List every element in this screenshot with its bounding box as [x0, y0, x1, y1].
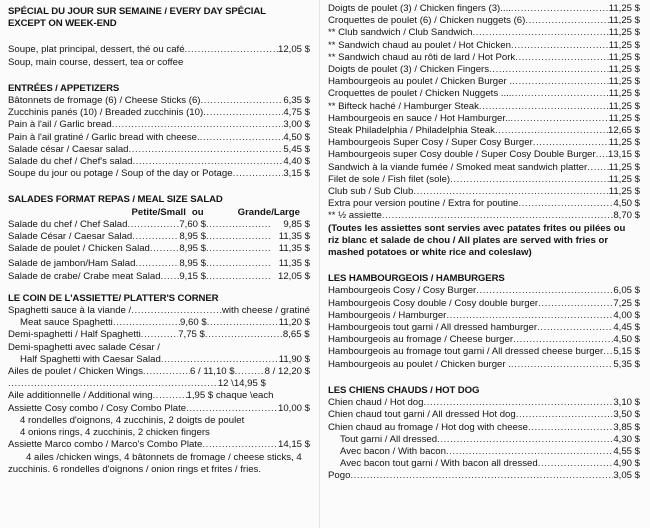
item-price: 11,25 $	[608, 27, 640, 39]
item-price: 7,75 $	[178, 329, 205, 341]
menu-item	[328, 470, 640, 482]
menu-item	[328, 113, 640, 125]
item-label: Steak Philadelphia / Philadelphia Steak	[328, 125, 495, 137]
item-label: Hambourgeois / Hamburger	[328, 309, 447, 321]
salads-heading: SALADES FORMAT REPAS / MEAL SIZE SALAD	[8, 194, 223, 206]
item-price-8: 8 / 12,20 $	[264, 366, 310, 378]
leader-dots	[205, 329, 283, 341]
menu-item	[8, 144, 310, 156]
leader-dots	[423, 397, 613, 409]
item-label: ** Sandwich chaud au rôti de lard / Hot Pork	[328, 51, 516, 63]
leader-dots	[206, 231, 272, 243]
hotdogs-heading: LES CHIENS CHAUDS / HOT DOG	[328, 384, 480, 396]
menu-item	[328, 64, 640, 76]
leader-dots	[510, 113, 608, 125]
menu-item	[328, 210, 640, 222]
menu-item	[8, 390, 310, 402]
item-label: Aile additionnelle / Additional wing	[8, 390, 153, 402]
item-label: Hambourgeois tout garni / All dressed hamburger	[328, 322, 538, 334]
item-price: 5,45 $	[283, 143, 310, 155]
menu-item	[8, 439, 310, 451]
column-divider	[319, 0, 320, 528]
menu-item	[8, 317, 310, 329]
item-description: 4 ailes /chicken wings, 4 bâtonnets de fromage / cheese sticks, 4	[26, 451, 302, 463]
leader-dots	[235, 366, 265, 378]
item-label: Salade du chef / Chef's salad	[8, 156, 133, 168]
item-label: Salade de crabe/ Crabe meat Salad	[8, 270, 161, 282]
item-price: 7,25 $	[613, 297, 640, 309]
appetizers-list	[8, 95, 310, 180]
leader-dots	[129, 144, 284, 156]
menu-item	[328, 359, 640, 371]
leader-dots	[538, 298, 613, 310]
menu-item	[8, 403, 310, 415]
item-label: Doigts de poulet (3) / Chicken fingers (3)....	[328, 3, 511, 14]
item-label: Sandwich à la viande fumée / Smoked meat sandwich platter	[328, 161, 588, 173]
leader-dots	[185, 44, 278, 56]
item-price: 11,25 $	[608, 51, 640, 63]
item-label: Extra pour version poutine / Extra for poutine	[328, 198, 519, 210]
menu-item	[8, 243, 310, 255]
menu-item	[328, 76, 640, 88]
large-size-label: Grande/Large	[237, 206, 300, 218]
item-label: Salade de jambon/Ham Salad	[8, 258, 136, 270]
menu-item	[8, 378, 310, 390]
item-price: 11,25 $	[608, 112, 640, 124]
item-price: 4,00 $	[613, 309, 640, 321]
leader-dots	[112, 119, 284, 131]
item-label: Salade de poulet / Chicken Salad	[8, 243, 150, 255]
menu-item	[328, 186, 640, 198]
menu-item	[8, 107, 310, 119]
menu-item	[328, 137, 640, 149]
menu-item	[8, 95, 310, 107]
item-price-large: 12,05 $	[277, 270, 310, 282]
item-label: Salade césar / Caesar salad	[8, 143, 129, 155]
item-label: Hambourgeois au poulet / Chicken burger .	[328, 358, 511, 370]
leader-dots	[8, 378, 218, 390]
leader-dots	[141, 329, 178, 341]
leader-dots	[511, 3, 609, 15]
item-price: 4,55 $	[613, 445, 640, 457]
item-price-small: 9,15 $	[179, 270, 206, 282]
item-label: Chien chaud / Hot dog	[328, 397, 424, 409]
menu-item	[8, 132, 310, 144]
item-label: Pain à l'ail / Garlic bread	[8, 119, 112, 131]
menu-item	[328, 149, 640, 161]
menu-item	[328, 101, 640, 113]
salad-size-header	[8, 207, 310, 219]
leader-dots	[382, 210, 613, 222]
menu-item	[328, 40, 640, 52]
leader-dots	[206, 271, 272, 283]
leader-dots	[516, 409, 614, 421]
item-label: ** Club sandwich / Club Sandwich	[328, 27, 473, 39]
item-label: Hambourgeois en sauce / Hot Hamburger..	[328, 112, 511, 124]
menu-item	[8, 354, 310, 366]
menu-item	[8, 329, 310, 341]
leader-dots	[476, 285, 613, 297]
menu-item	[328, 310, 640, 322]
item-price: 11,25 $	[608, 173, 640, 185]
item-price: 11,90 $	[278, 353, 310, 365]
item-label: Demi-spaghetti avec salade César /	[8, 341, 160, 353]
menu-item	[328, 125, 640, 137]
item-price: 11,25 $	[608, 88, 640, 100]
leader-dots	[596, 149, 608, 161]
item-label: Hambourgeois au poulet / Chicken Burger .	[328, 76, 512, 88]
item-label: Club sub / Sub Club	[328, 186, 414, 198]
leader-dots	[413, 186, 608, 198]
item-price-6: 6 / 11,10 $	[190, 366, 235, 378]
item-label: Pain à l'ail gratiné / Garlic bread with cheese.	[8, 131, 200, 143]
item-label: Salade César / Caesar Salad	[8, 231, 133, 243]
leader-dots	[127, 219, 179, 231]
leader-dots	[202, 439, 278, 451]
item-label: Pogo	[328, 470, 351, 482]
item-label: Meat sauce Spaghetti	[20, 317, 113, 329]
leader-dots	[495, 125, 608, 137]
item-price: 11,25 $	[608, 161, 640, 173]
item-price: 3,00 $	[283, 119, 310, 131]
menu-item	[8, 119, 310, 131]
leader-dots	[200, 132, 284, 144]
menu-item	[328, 162, 640, 174]
leader-dots	[603, 346, 613, 358]
leader-dots	[350, 470, 613, 482]
salads-list	[8, 219, 310, 283]
item-price: 13,15 $	[607, 149, 640, 161]
item-label: Tout garni / All dressed	[340, 433, 438, 445]
leader-dots	[473, 27, 609, 39]
item-price-small: 7,60 $	[179, 218, 206, 230]
menu-item	[8, 271, 310, 283]
burgers-heading: LES HAMBOURGEOIS / HAMBURGERS	[328, 273, 505, 285]
right-column	[328, 3, 640, 483]
leader-dots	[446, 446, 613, 458]
leader-dots	[479, 101, 609, 113]
menu-item	[328, 397, 640, 409]
or-label: ou	[191, 206, 204, 218]
plates-list	[328, 3, 640, 223]
item-price: 12,05 $	[277, 44, 310, 56]
menu-item	[328, 346, 640, 358]
item-price: 4,50 $	[613, 198, 640, 210]
menu-item	[328, 3, 640, 15]
leader-dots	[537, 322, 613, 334]
leader-dots	[133, 156, 284, 168]
item-price: 1,95 $ chaque \each	[186, 390, 274, 402]
item-price: 9,60 $	[180, 317, 207, 329]
menu-item	[8, 231, 310, 243]
leader-dots	[206, 243, 272, 255]
item-price-large: 11,35 $	[278, 258, 310, 270]
menu-item	[328, 27, 640, 39]
plates-note: (Toutes les assiettes sont servies avec patates frites ou pilées ou riz blanc et salade de chou / All plates are served with fries or mashed potatoes or white rice and coleslaw)	[328, 222, 626, 259]
leader-dots	[207, 317, 279, 329]
item-price-small: 8,95 $	[179, 258, 206, 270]
item-label: Avec bacon tout garni / With bacon all dressed	[340, 458, 538, 470]
item-variant-label: with cheese / gratiné	[222, 305, 310, 317]
item-label: Salade du chef / Chef Salad	[8, 218, 128, 230]
item-price: 11,25 $	[608, 15, 640, 27]
item-label: Demi-spaghetti / Half Spaghetti	[8, 329, 141, 341]
leader-dots	[525, 15, 608, 27]
item-label: Assiette Cosy combo / Cosy Combo Plate	[8, 402, 187, 414]
menu-item	[328, 322, 640, 334]
item-price: 12,65 $	[607, 125, 640, 137]
leader-dots	[161, 354, 279, 366]
item-label: Soupe du jour ou potage / Soup of the day or Potage	[8, 168, 233, 180]
item-label: Ailes de poulet / Chicken Wings	[8, 366, 143, 378]
leader-dots	[511, 40, 609, 52]
small-size-label: Petite/Small	[131, 206, 186, 218]
item-price: 5,15 $	[613, 346, 640, 358]
menu-item	[8, 156, 310, 168]
item-price: 6,35 $	[283, 95, 310, 107]
item-price: 5,35 $	[613, 358, 640, 370]
item-price-large: 9,85 $	[283, 218, 310, 230]
item-label: Doigts de poulet (3) / Chicken Fingers	[328, 64, 490, 76]
item-price: 11,25 $	[608, 64, 640, 76]
item-description: 4 rondelles d'oignons, 4 zucchinis, 2 doigts de poulet	[20, 414, 245, 426]
item-price: 4,30 $	[613, 433, 640, 445]
menu-item	[328, 409, 640, 421]
item-price: 3,50 $	[613, 409, 640, 421]
leader-dots	[135, 258, 179, 270]
menu-item	[328, 298, 640, 310]
item-label: Hambourgeois Cosy / Cosy Burger	[328, 285, 477, 297]
item-price: 11,25 $	[608, 186, 640, 198]
leader-dots	[513, 334, 613, 346]
item-label: Hambourgeois au fromage tout garni / All dressed cheese burger	[328, 346, 604, 358]
item-label: Filet de sole / Fish filet (sole)	[328, 173, 451, 185]
leader-dots	[518, 198, 613, 210]
item-price: 11,25 $	[608, 39, 640, 51]
menu-item	[328, 334, 640, 346]
item-price: 6,05 $	[613, 285, 640, 297]
menu-item	[328, 446, 640, 458]
item-price-gratine: 11,20 $	[278, 317, 310, 329]
item-price: 14,15 $	[277, 439, 310, 451]
item-price-small: 8,95 $	[179, 243, 206, 255]
item-price: 4,45 $	[613, 322, 640, 334]
leader-dots	[113, 317, 180, 329]
leader-dots	[511, 88, 608, 100]
item-price: 4,40 $	[283, 156, 310, 168]
item-description: zucchinis. 6 rondelles d'oignons / onion rings et frites / fries.	[8, 463, 261, 475]
hotdogs-list	[328, 397, 640, 482]
item-label: Hambourgeois Super Cosy / Super Cosy Burger	[328, 137, 533, 149]
item-label: Avec bacon / With bacon	[340, 445, 446, 457]
item-label: ** ½ assiette	[328, 210, 382, 222]
leader-dots	[143, 366, 190, 378]
menu-item	[8, 258, 310, 270]
menu-item	[8, 168, 310, 180]
item-price: 10,00 $	[277, 402, 310, 414]
special-translation: Soup, main course, dessert, tea or coffee	[8, 56, 184, 68]
leader-dots	[533, 137, 609, 149]
item-price-small: 8,95 $	[179, 231, 206, 243]
item-label: Hambourgeois au fromage / Cheese burger	[328, 334, 514, 346]
item-description: 4 onions rings, 4 zucchinis, 2 chicken fingers	[20, 427, 210, 439]
menu-item	[328, 458, 640, 470]
leader-dots	[538, 458, 614, 470]
leader-dots	[515, 52, 609, 64]
item-price: 4,75 $	[283, 107, 310, 119]
menu-item	[328, 88, 640, 100]
menu-item	[328, 285, 640, 297]
menu-item	[8, 366, 310, 378]
leader-dots	[587, 162, 609, 174]
menu-item	[8, 219, 310, 231]
item-label: Hambourgeois Cosy double / Cosy double burger	[328, 297, 539, 309]
item-label: ** Sandwich chaud au poulet / Hot Chicken	[328, 39, 511, 51]
menu-item	[328, 15, 640, 27]
item-label: Croquettes de poulet / Chicken Nuggets ....	[328, 88, 512, 100]
menu-item	[8, 44, 310, 56]
leader-dots	[450, 174, 609, 186]
leader-dots	[186, 403, 278, 415]
item-label: Bâtonnets de fromage (6) / Cheese Sticks (6)	[8, 95, 201, 107]
item-price-large: 11,35 $	[278, 231, 310, 243]
item-price: 4,50 $	[283, 131, 310, 143]
item-label: Half Spaghetti with Caesar Salad	[20, 353, 161, 365]
item-label: Chien chaud tout garni / All dressed Hot dog	[328, 409, 516, 421]
item-price-large: 11,35 $	[278, 243, 310, 255]
item-price: 4,50 $	[613, 334, 640, 346]
menu-item	[328, 52, 640, 64]
leader-dots	[512, 76, 609, 88]
leader-dots	[446, 310, 613, 322]
appetizers-heading: ENTRÉES / APPETIZERS	[8, 82, 120, 94]
item-label: Hambourgeois super Cosy double / Super Cosy Double Burger	[328, 149, 596, 161]
leader-dots	[131, 305, 222, 317]
leader-dots	[233, 168, 284, 180]
item-label: Chien chaud au fromage / Hot dog with cheese	[328, 421, 528, 433]
leader-dots	[206, 258, 272, 270]
leader-dots	[437, 434, 613, 446]
item-label: Spaghetti sauce à la viande /	[8, 305, 132, 317]
item-price: 11,25 $	[608, 100, 640, 112]
leader-dots	[511, 359, 613, 371]
item-label: Zucchinis panés (10) / Breaded zucchinis (10)	[8, 107, 204, 119]
item-price-12: 12 \14,95 $	[217, 378, 266, 390]
item-price: 8,70 $	[613, 210, 640, 222]
item-price: 3,05 $	[613, 470, 640, 482]
item-price: 11,25 $	[608, 137, 640, 149]
burgers-list	[328, 285, 640, 370]
menu-item	[8, 305, 310, 317]
item-price: 3,85 $	[613, 421, 640, 433]
leader-dots	[528, 422, 613, 434]
item-label: ** Bifteck haché / Hamburger Steak	[328, 100, 479, 112]
menu-item	[328, 422, 640, 434]
leader-dots	[150, 243, 179, 255]
item-price: 4,90 $	[613, 458, 640, 470]
leader-dots	[206, 219, 272, 231]
platters-heading: LE COIN DE L'ASSIETTE/ PLATTER'S CORNER	[8, 292, 219, 304]
item-price: 11,25 $	[608, 76, 640, 88]
leader-dots	[203, 107, 283, 119]
leader-dots	[153, 390, 187, 402]
item-label: Assiette Marco combo / Marco's Combo Plate	[8, 439, 203, 451]
leader-dots	[132, 231, 179, 243]
special-heading: SPÉCIAL DU JOUR SUR SEMAINE / EVERY DAY SPÉCIAL EXCEPT ON WEEK-END	[8, 6, 266, 30]
left-column	[8, 0, 310, 476]
item-price: 11,25 $	[608, 3, 640, 14]
item-price: 3,10 $	[613, 397, 640, 409]
leader-dots	[489, 64, 609, 76]
item-price: 3,15 $	[283, 168, 310, 180]
menu-item	[328, 174, 640, 186]
menu-item	[328, 434, 640, 446]
item-label: Croquettes de poulet (6) / Chicken nuggets (6)	[328, 15, 526, 27]
item-label: Soupe, plat principal, dessert, thé ou café	[8, 44, 185, 56]
leader-dots	[201, 95, 284, 107]
item-price-gratine: 8,65 $	[282, 329, 310, 341]
menu-item	[328, 198, 640, 210]
leader-dots	[161, 271, 180, 283]
